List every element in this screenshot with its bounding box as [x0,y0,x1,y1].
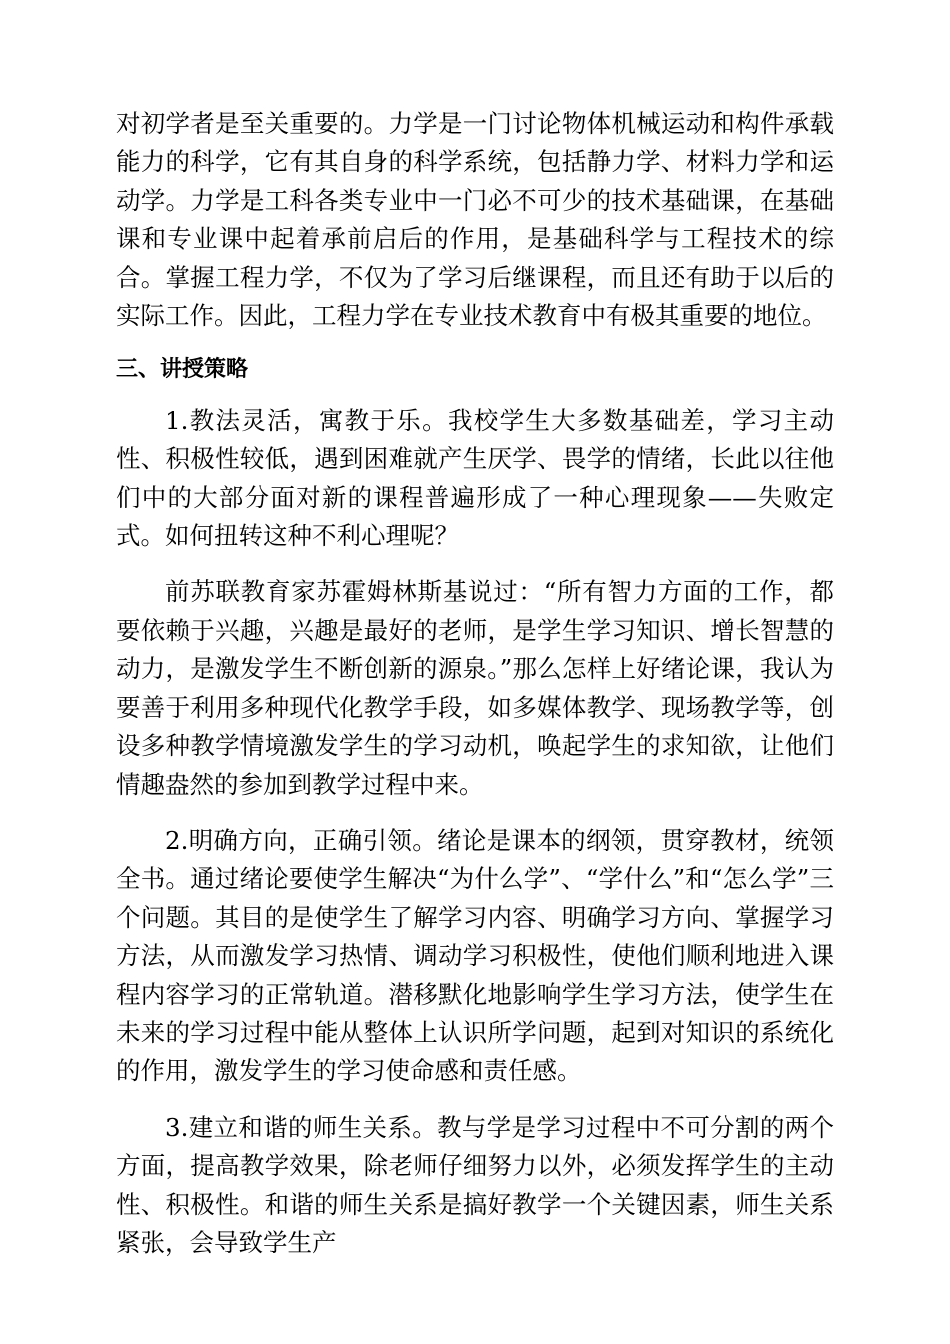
section-heading: 三、讲授策略 [116,357,249,383]
paragraph-strategy-3: 3.建立和谐的师生关系。教与学是学习过程中不可分割的两个方面，提高教学效果，除老师仔细努力以外，必须发挥学生的主动性、积极性。和谐的师生关系是搞好教学一个关键因素，师生关系紧张，会导致学生产 [116,1112,834,1257]
paragraph-strategy-1: 1.教法灵活，寓教于乐。我校学生大多数基础差，学习主动性、积极性较低，遇到困难就产生厌学、畏学的情绪，长此以往他们中的大部分面对新的课程普遍形成了一种心理现象——失败定式。如何扭转这种不利心理呢？ [116,405,834,551]
paragraph-quote: 前苏联教育家苏霍姆林斯基说过：“所有智力方面的工作，都要依赖于兴趣，兴趣是最好的老师，是学生学习知识、增长智慧的动力，是激发学生不断创新的源泉。”那么怎样上好绪论课，我认为要善于利用多种现代化教学手段，如多媒体教学、现场教学等，创设多种教学情境激发学生的学习动机，唤起学生的求知欲，让他们情趣盎然的参加到教学过程中来。 [116,577,834,799]
paragraph-strategy-2: 2.明确方向，正确引领。绪论是课本的纲领，贯穿教材，统领全书。通过绪论要使学生解决“为什么学”、“学什么”和“怎么学”三个问题。其目的是使学生了解学习内容、明确学习方向、掌握学习方法，从而激发学习热情、调动学习积极性，使他们顺利地进入课程内容学习的正常轨道。潜移默化地影响学生学习方法，使学生在未来的学习过程中能从整体上认识所学问题，起到对知识的系统化的作用，激发学生的学习使命感和责任感。 [116,825,834,1086]
document-body [116,105,834,1262]
paragraph-intro: 对初学者是至关重要的。力学是一门讨论物体机械运动和构件承载能力的科学，它有其自身的科学系统，包括静力学、材料力学和运动学。力学是工科各类专业中一门必不可少的技术基础课，在基础课和专业课中起着承前启后的作用，是基础科学与工程技术的综合。掌握工程力学，不仅为了学习后继课程，而且还有助于以后的实际工作。因此，工程力学在专业技术教育中有极其重要的地位。 [116,109,834,331]
